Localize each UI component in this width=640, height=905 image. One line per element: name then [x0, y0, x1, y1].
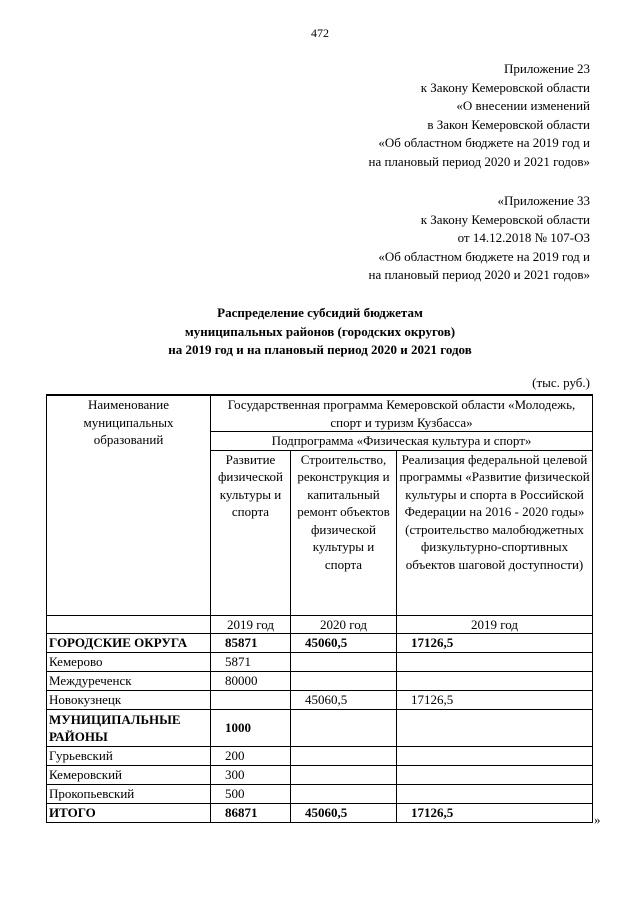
year-header: 2019 год [397, 615, 593, 634]
value-cell: 500 [211, 785, 291, 804]
row-name: Кемеровский [47, 766, 211, 785]
value-cell [397, 672, 593, 691]
document-title [0, 304, 640, 360]
page-number: 472 [311, 26, 329, 40]
value-cell [291, 653, 397, 672]
title-line: муниципальных районов (городских округов) [184, 323, 456, 339]
appendix-line: к Закону Кемеровской области [420, 79, 590, 95]
value-cell: 1000 [211, 710, 291, 747]
title-line: Распределение субсидий бюджетам [217, 305, 423, 320]
table-row [47, 804, 593, 823]
table-row [47, 747, 593, 766]
appendix-line: «Приложение 33 [497, 193, 590, 208]
appendix-line: на плановый период 2020 и 2021 годов» [368, 153, 590, 169]
value-cell: 17126,5 [397, 691, 593, 710]
value-cell [397, 766, 593, 785]
value-cell [397, 747, 593, 766]
value-cell [397, 653, 593, 672]
program-header: Государственная программа Кемеровской области «Молодежь, спорт и туризм Кузбасса» [211, 395, 593, 432]
table-row [47, 785, 593, 804]
title-line: на 2019 год и на плановый период 2020 и 2021 годов [168, 342, 472, 358]
value-cell [291, 747, 397, 766]
column-header-municipality: Наименование муниципальных образований [47, 395, 211, 615]
row-name: Междуреченск [47, 672, 211, 691]
subprogram-header: Подпрограмма «Физическая культура и спорт» [211, 432, 593, 451]
value-cell [291, 672, 397, 691]
appendix-line: на плановый период 2020 и 2021 годов» [368, 267, 590, 283]
appendix-line: к Закону Кемеровской области [420, 211, 590, 227]
value-cell: 5871 [211, 653, 291, 672]
closing-quote: » [594, 812, 601, 827]
appendix-line: в Закон Кемеровской области [427, 116, 590, 132]
column-header-sport-development: Развитие физической культуры и спорта [211, 450, 291, 615]
table-row [47, 653, 593, 672]
value-cell [397, 785, 593, 804]
row-name: Новокузнецк [47, 691, 211, 710]
value-cell [291, 710, 397, 747]
year-header: 2019 год [211, 615, 291, 634]
table-row [47, 634, 593, 653]
row-name: ИТОГО [47, 804, 211, 823]
units-label: (тыс. руб.) [532, 375, 590, 390]
appendix-23-reference [369, 60, 591, 172]
value-cell [397, 710, 593, 747]
table-row [47, 691, 593, 710]
value-cell: 200 [211, 747, 291, 766]
table-row [47, 766, 593, 785]
subsidy-table [46, 394, 593, 823]
row-name: МУНИЦИПАЛЬНЫЕ РАЙОНЫ [47, 710, 211, 747]
value-cell: 85871 [211, 634, 291, 653]
year-row-spacer [47, 615, 211, 634]
table-row [47, 672, 593, 691]
column-header-federal-program: Реализация федеральной целевой программы «Развитие физической культуры и спорта в Российской Федерации на 2016 - 2020 годы» (строительство малобюджетных физкультурно-спортивных объектов шаговой доступности) [397, 450, 593, 615]
appendix-33-reference [369, 192, 591, 285]
row-name: Прокопьевский [47, 785, 211, 804]
value-cell: 45060,5 [291, 691, 397, 710]
appendix-line: Приложение 23 [503, 61, 590, 76]
value-cell: 17126,5 [397, 634, 593, 653]
value-cell: 80000 [211, 672, 291, 691]
value-cell: 45060,5 [291, 804, 397, 823]
row-name: Гурьевский [47, 747, 211, 766]
appendix-line: «Об областном бюджете на 2019 год и [378, 248, 590, 264]
year-header: 2020 год [291, 615, 397, 634]
row-name: ГОРОДСКИЕ ОКРУГА [47, 634, 211, 653]
appendix-line: «О внесении изменений [456, 98, 590, 114]
column-header-construction: Строительство, реконструкция и капитальный ремонт объектов физической культуры и спорта [291, 450, 397, 615]
value-cell: 86871 [211, 804, 291, 823]
appendix-line: «Об областном бюджете на 2019 год и [378, 135, 590, 151]
value-cell [211, 691, 291, 710]
table-row [47, 710, 593, 747]
row-name: Кемерово [47, 653, 211, 672]
value-cell: 17126,5 [397, 804, 593, 823]
value-cell: 300 [211, 766, 291, 785]
appendix-line: от 14.12.2018 № 107-ОЗ [457, 230, 590, 246]
value-cell [291, 766, 397, 785]
value-cell [291, 785, 397, 804]
value-cell: 45060,5 [291, 634, 397, 653]
